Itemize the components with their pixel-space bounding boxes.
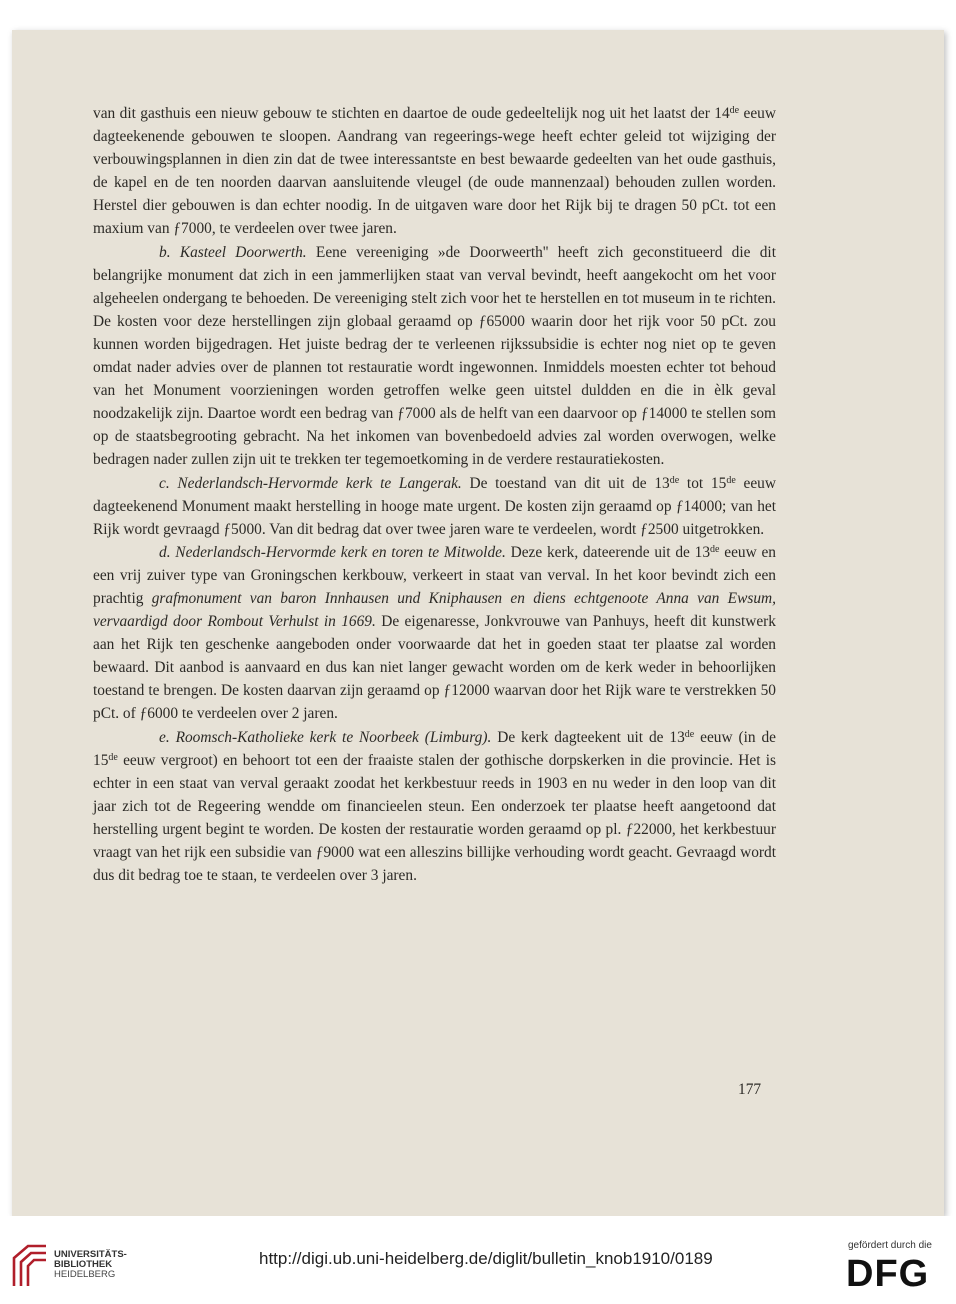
paragraph-kasteel-doorwerth: b. Kasteel Doorwerth. Eene vereeniging »de Doorweerth'' heeft zich geconstitueerd die dit belangrijke monument dat zich in een jammerlijken staat van verval bevindt, heeft aangekocht om het voor algeheelen ondergang te behoeden. De vereeniging stelt zich voor het te herstellen en tot museum in te richten. De kosten voor deze herstellingen zijn globaal geraamd op ƒ65000 waarin door het rijk voor 50 pCt. zou kunnen worden bijgedragen. Het juiste bedrag der te verleenen rijkssubsidie is echter nog niet op te geven omdat nader advies over de plannen tot restauratie wordt ingewonnen. Inmiddels moesten echter tot behoud van het Monument voorzieningen worden getroffen welke geen uitstel duldden en die in èlk geval noodzakelijk zijn. Daartoe wordt een bedrag van ƒ7000 als de helft van een daarvoor op ƒ14000 te stellen som op de staatsbegrooting gebracht. Na het inkomen van bovenbedoeld advies zal worden overwogen, welke bedragen nader zullen zijn uit te trekken ter tegemoetkoming in de verdere restauratiekosten. xyxy=(93,243,776,469)
paragraph-noorbeek: e. Roomsch-Katholieke kerk te Noorbeek (Limburg). De kerk dagteekent uit de 13de eeuw (in de 15de eeuw vergroot) en behoort tot een der fraaiste stalen der gothische dorpskerken in die provincie. Het is echter in een staat van verval geraakt zoodat het kerkbestuur reeds in 1903 en nu weder in den loop van dit jaar zich tot de Regeering wendde om financieelen steun. Een onderzoek ter plaatse heeft aangetoond dat herstelling urgent begint te worden. De kosten der restauratie worden geraamd op pl. ƒ22000, het kerkbestuur vraagt van het rijk een subsidie van ƒ9000 wat een alleszins billijke verhouding wordt geacht. Gevraagd wordt dus dit bedrag toe te staan, te verdeelen over 3 jaren. xyxy=(93,728,776,885)
page-number: 177 xyxy=(738,1081,762,1098)
scanned-page xyxy=(12,30,944,1216)
university-library-logo-icon xyxy=(8,1244,50,1288)
section-heading-d: d. Nederlandsch-Hervormde kerk en toren te Mitwolde. xyxy=(159,543,506,561)
funded-by-label: gefördert durch die xyxy=(848,1240,932,1251)
section-heading-e: e. Roomsch-Katholieke kerk te Noorbeek (Limburg). xyxy=(159,728,492,746)
paragraph-mitwolde: d. Nederlandsch-Hervormde kerk en toren te Mitwolde. Deze kerk, dateerende uit de 13de eeuw en een vrij zuiver type van Groningschen kerkbouw, verkeert in staat van verval. In het koor bevindt zich een prachtig grafmonument van baron Innhausen und Kniphausen en diens echtgenoote Anna van Ewsum, vervaardigd door Rombout Verhulst in 1669. De eigenaresse, Jonkvrouwe van Panhuys, heeft dit kunstwerk aan het Rijk ten geschenke aangeboden onder voorwaarde dat het in goeden staat ter plaatse zal worden bewaard. Dit aanbod is aanvaard en dus kan niet langer gewacht worden om de kerk weder in behoorlijken toestand te brengen. De kosten daarvan zijn geraamd op ƒ12000 waarvan door het Rijk ware te verstrekken 50 pCt. of ƒ6000 te verdeelen over 2 jaren. xyxy=(93,543,777,723)
dfg-logo-icon: DFG xyxy=(846,1253,930,1295)
paragraph-langerak: c. Nederlandsch-Hervormde kerk te Langerak. De toestand van dit uit de 13de tot 15de eeuw dagteekenend Monument maakt herstelling in hooge mate urgent. De kosten zijn geraamd op ƒ14000; van het Rijk wordt gevraagd ƒ5000. Van dit bedrag dat over twee jaren ware te verdeelen, wordt ƒ2500 uitgetrokken. xyxy=(93,474,776,538)
permalink-url[interactable]: http://digi.ub.uni-heidelberg.de/diglit/bulletin_knob1910/0189 xyxy=(259,1249,713,1268)
section-heading-b: b. Kasteel Doorwerth. xyxy=(159,243,307,261)
viewer-footer xyxy=(0,1216,956,1304)
section-heading-c: c. Nederlandsch-Hervormde kerk te Langerak. xyxy=(159,474,462,492)
body-text xyxy=(93,102,776,887)
paragraph-gasthuis: van dit gasthuis een nieuw gebouw te stichten en daartoe de oude gedeeltelijk nog uit het laatst der 14de eeuw dagteekenende gebouwen te sloopen. Aandrang van regeerings-wege heeft echter geleid tot wijziging der verbouwingsplannen in dien zin dat de twee interessantste en best bewaarde gedeelten van het oude gasthuis, de kapel en de ten noorden daarvan aansluitende vleugel (de oude mannenzaal) behouden zullen worden. Herstel dier gebouwen is dan echter noodig. In de uitgaven ware door het Rijk bij te dragen 50 pCt. tot een maxium van ƒ7000, te verdeelen over twee jaren. xyxy=(93,105,776,238)
university-library-name: UNIVERSITÄTS- BIBLIOTHEK HEIDELBERG xyxy=(54,1249,127,1280)
